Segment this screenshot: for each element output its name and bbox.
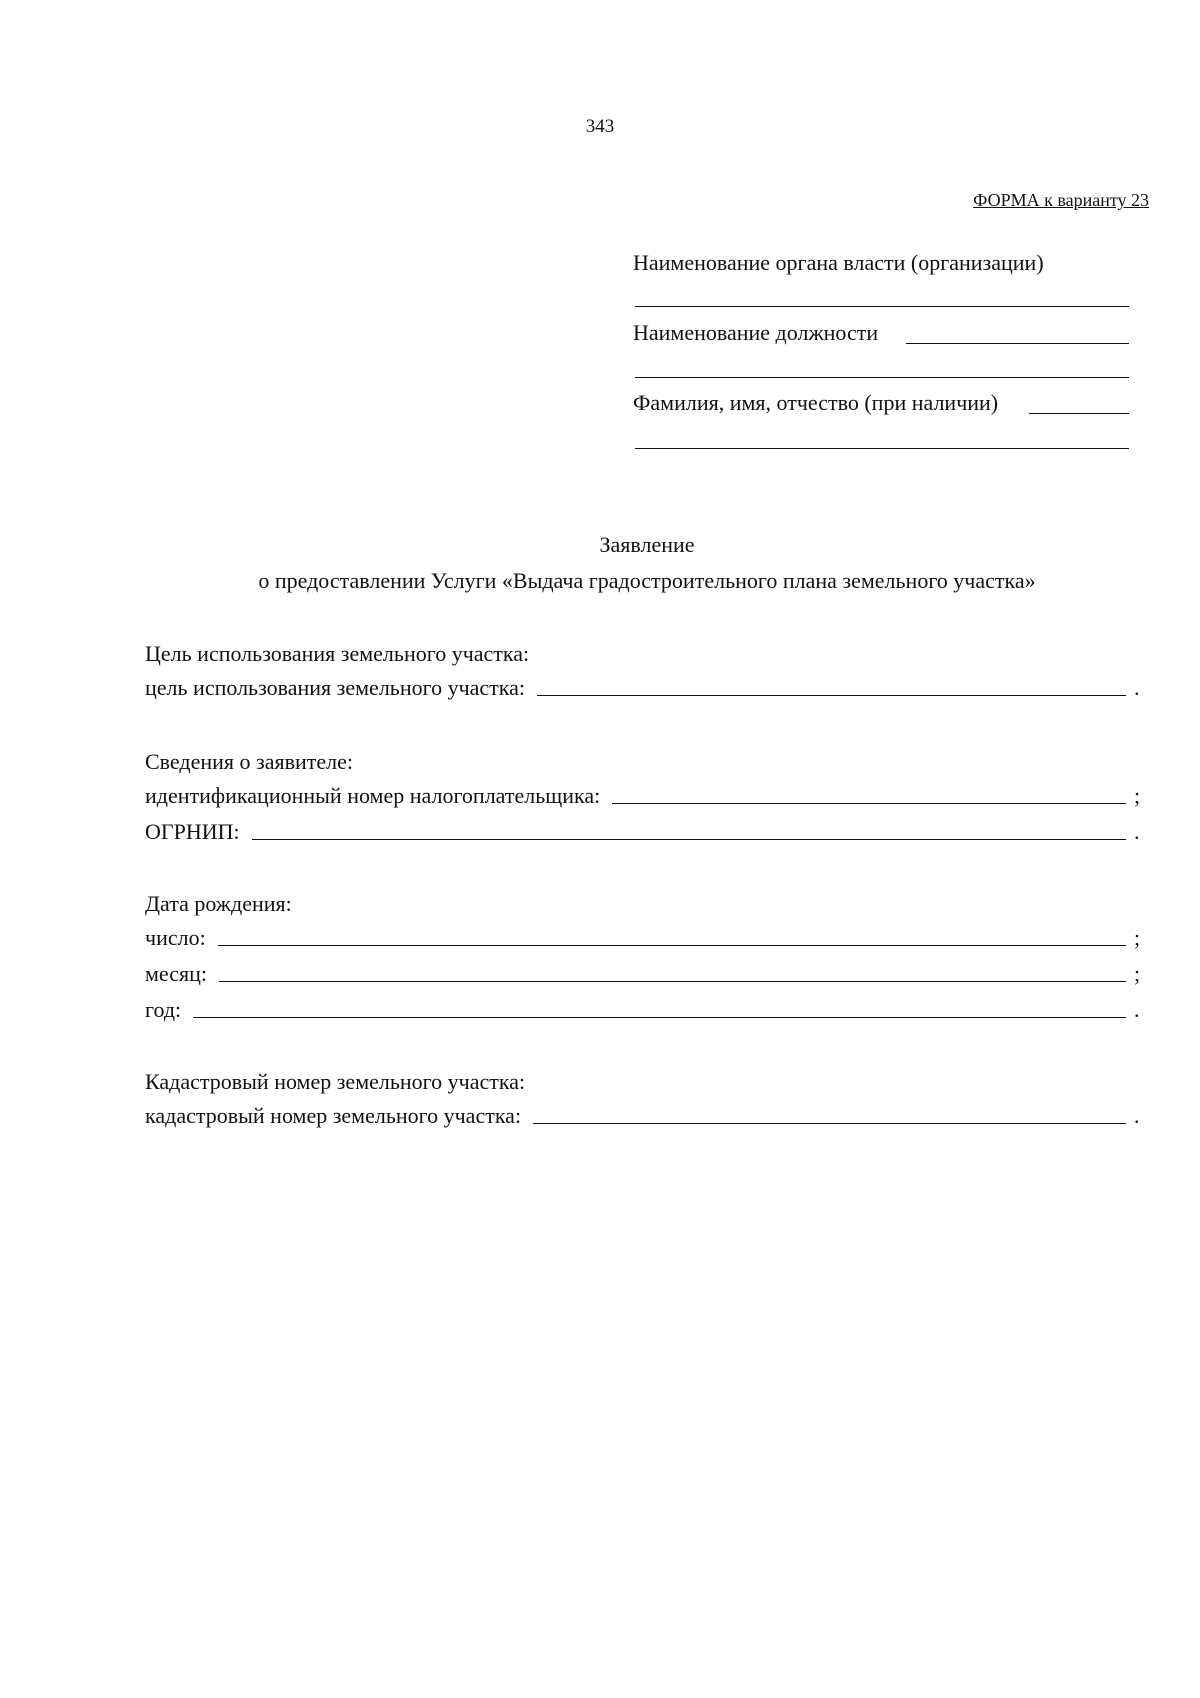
month-field-label: месяц: [145,961,208,986]
document-title: Заявление [599,532,695,557]
purpose-field[interactable] [537,695,1126,696]
document-subtitle: о предоставлении Услуги «Выдача градостроительного плана земельного участка» [258,568,1036,593]
inn-field-row [145,781,1142,809]
position-name-field[interactable] [906,343,1129,344]
position-name-field-continued[interactable] [635,377,1129,378]
ogrnip-field-label: ОГРНИП: [145,819,240,844]
form-reference: ФОРМА к варианту 23 [973,190,1149,210]
ogrnip-field-row [145,817,1142,845]
inn-field-label: идентификационный номер налогоплательщика: [145,783,601,808]
cadastral-field-label: кадастровый номер земельного участка: [145,1103,522,1128]
inn-field-end: ; [1134,783,1141,808]
year-field-row [145,995,1142,1023]
month-field-end: ; [1134,961,1141,986]
purpose-field-row [145,673,1142,701]
applicant-section-heading: Сведения о заявителе: [145,749,354,774]
day-field-label: число: [145,925,206,950]
year-field[interactable] [193,1017,1126,1018]
cadastral-section-heading: Кадастровый номер земельного участка: [145,1069,526,1094]
purpose-field-end: . [1134,675,1140,700]
full-name-field-continued[interactable] [635,448,1129,449]
day-field-end: ; [1134,925,1141,950]
purpose-section-heading: Цель использования земельного участка: [145,641,530,666]
position-name-label: Наименование должности [633,320,879,345]
year-field-end: . [1134,997,1140,1022]
ogrnip-field-end: . [1134,819,1140,844]
day-field[interactable] [218,945,1126,946]
purpose-field-label: цель использования земельного участка: [145,675,526,700]
day-field-row [145,923,1142,951]
full-name-label: Фамилия, имя, отчество (при наличии) [633,390,999,415]
authority-name-label: Наименование органа власти (организации) [633,250,1044,275]
month-field[interactable] [219,981,1126,982]
authority-name-field[interactable] [635,306,1129,307]
inn-field[interactable] [612,803,1126,804]
cadastral-field-row [145,1101,1142,1129]
cadastral-field[interactable] [533,1123,1126,1124]
birth-date-section-heading: Дата рождения: [145,891,292,916]
ogrnip-field[interactable] [252,839,1126,840]
month-field-row [145,959,1142,987]
cadastral-field-end: . [1134,1103,1140,1128]
year-field-label: год: [145,997,182,1022]
page-number: 343 [585,116,615,137]
full-name-field[interactable] [1029,413,1129,414]
